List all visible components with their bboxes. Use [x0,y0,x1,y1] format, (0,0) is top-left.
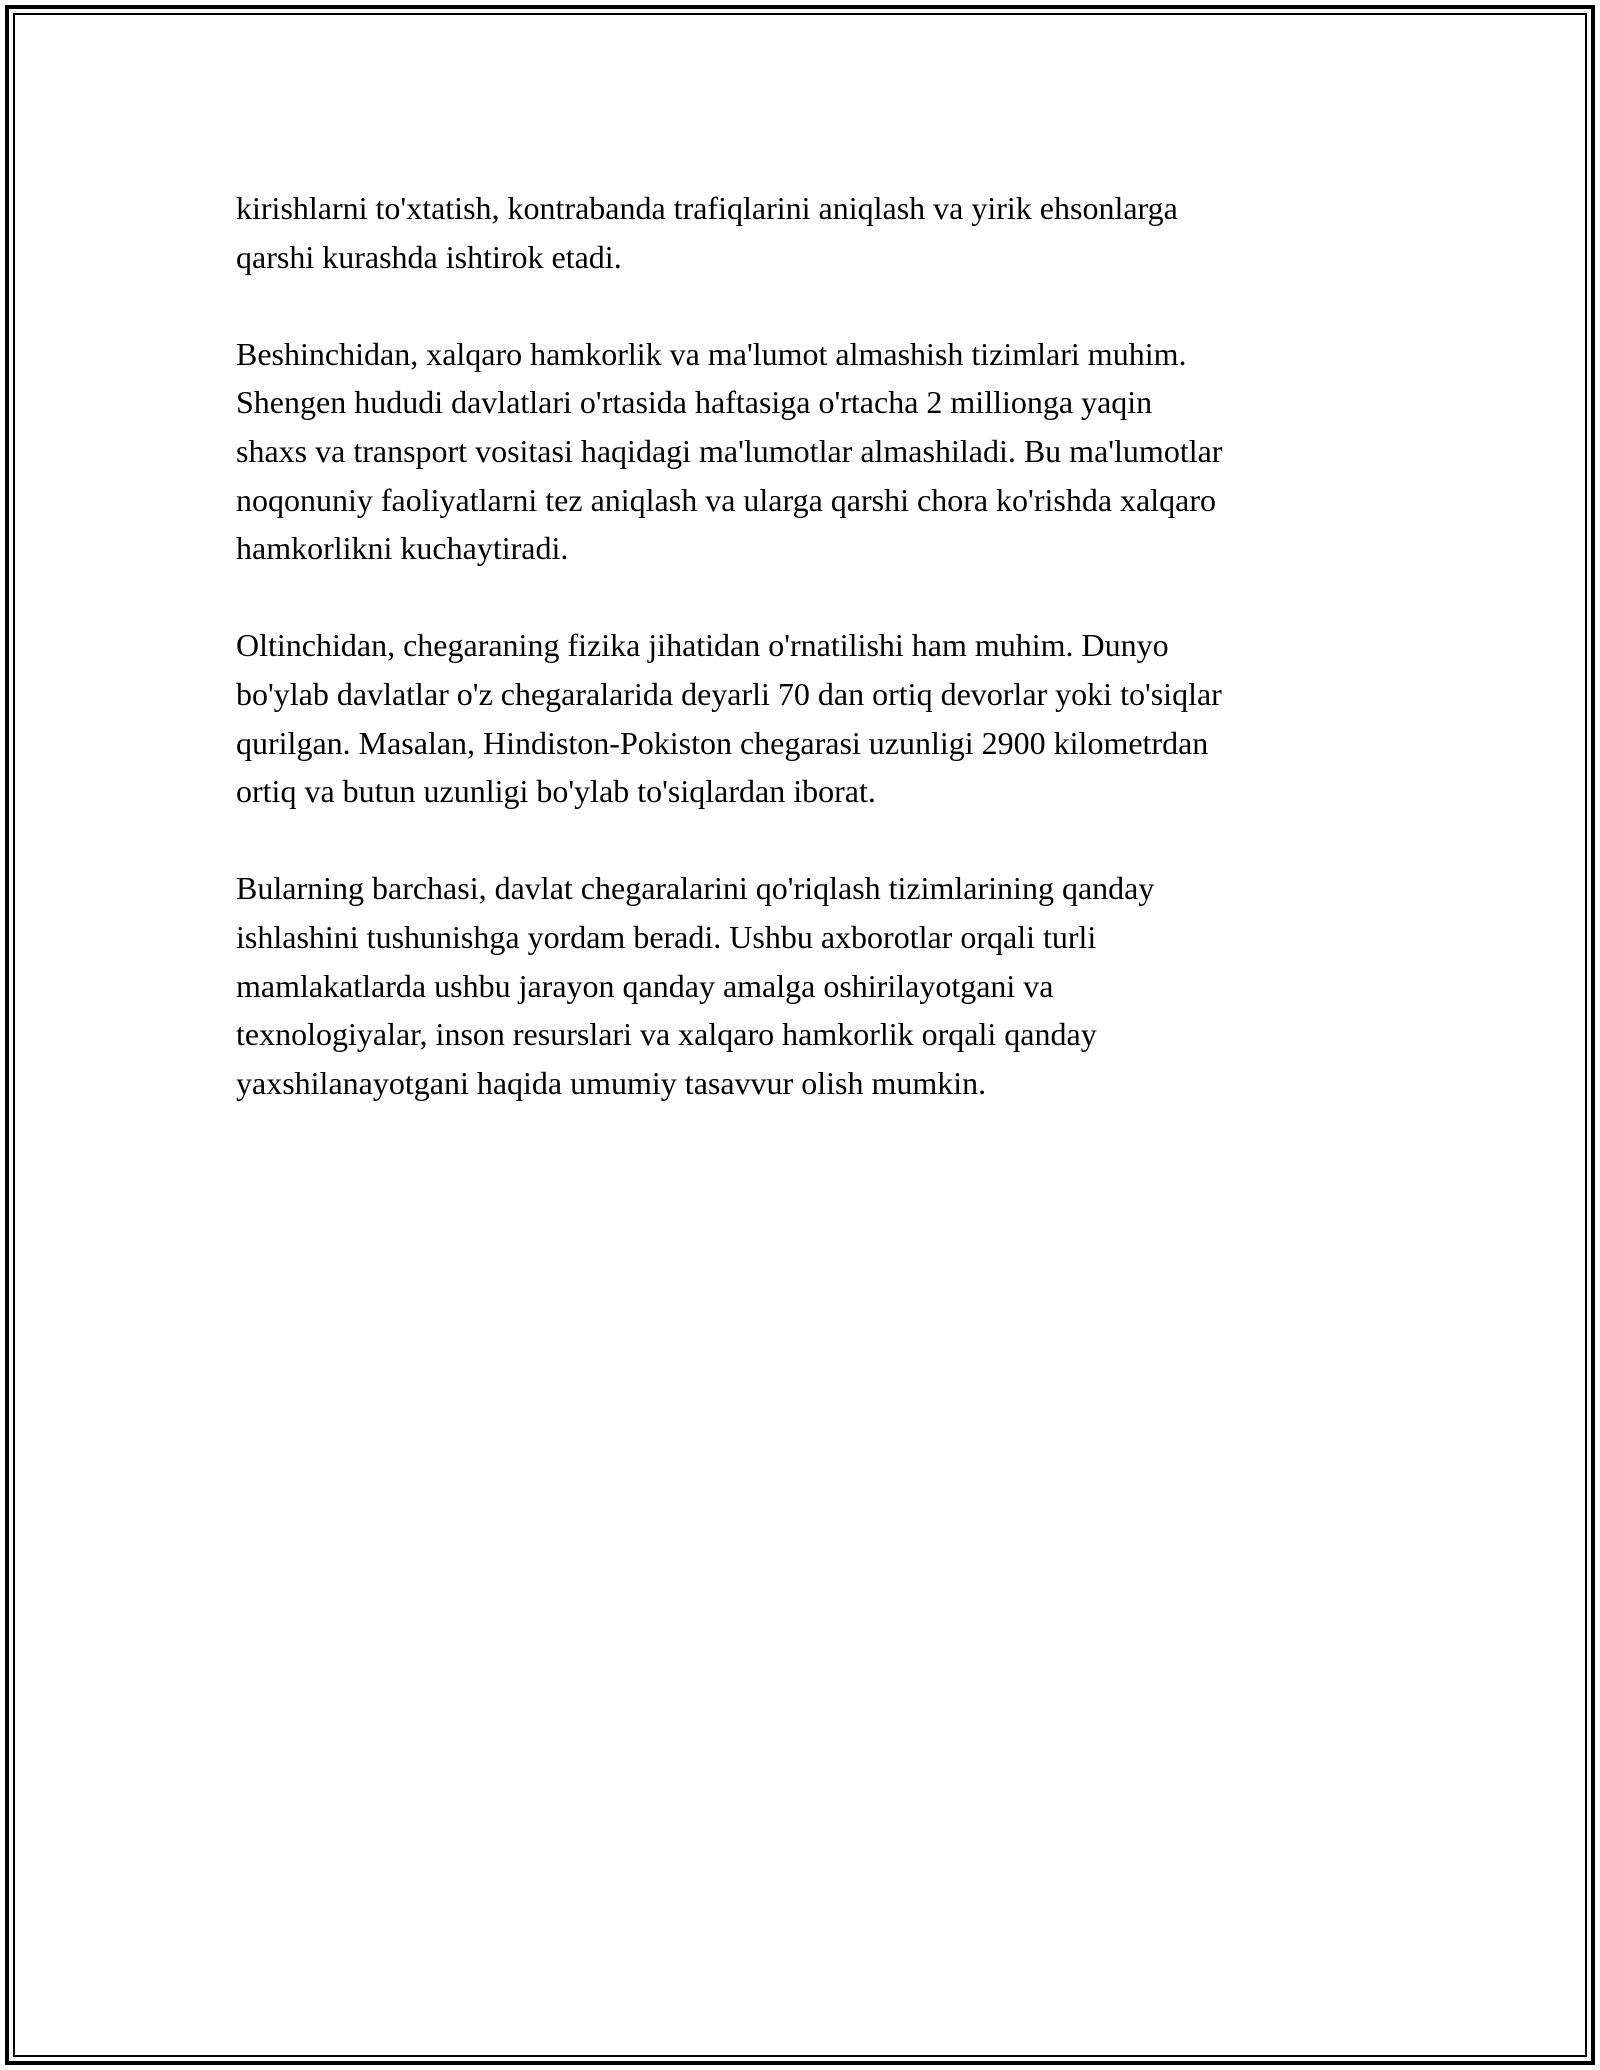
paragraph-1 [236,184,1376,281]
text-line: Beshinchidan, xalqaro hamkorlik va ma'lumot almashish tizimlari muhim. [236,335,1187,372]
paragraph-4 [236,864,1376,1107]
text-line: yaxshilanayotgani haqida umumiy tasavvur olish mumkin. [236,1064,987,1101]
text-line: Shengen hududi davlatlari o'rtasida haftasiga o'rtacha 2 millionga yaqin [236,384,1153,421]
paragraph-2 [236,330,1376,573]
text-line: ortiq va butun uzunligi bo'ylab to'siqlardan iborat. [236,773,876,810]
text-line: qarshi kurashda ishtirok etadi. [236,238,622,275]
text-line: Oltinchidan, chegaraning fizika jihatidan o'rnatilishi ham muhim. Dunyo [236,627,1169,664]
text-line: noqonuniy faoliyatlarni tez aniqlash va ularga qarshi chora ko'rishda xalqaro [236,481,1216,518]
text-line: mamlakatlarda ushbu jarayon qanday amalga oshirilayotgani va [236,967,1054,1004]
text-line: qurilgan. Masalan, Hindiston-Pokiston chegarasi uzunligi 2900 kilometrdan [236,724,1209,761]
document-body [236,184,1376,1156]
paragraph-3 [236,621,1376,815]
text-line: ishlashini tushunishga yordam beradi. Ushbu axborotlar orqali turli [236,918,1097,955]
text-line: texnologiyalar, inson resurslari va xalqaro hamkorlik orqali qanday [236,1016,1097,1053]
text-line: Bularning barchasi, davlat chegaralarini qo'riqlash tizimlarining qanday [236,870,1155,907]
text-line: kirishlarni to'xtatish, kontrabanda trafiqlarini aniqlash va yirik ehsonlarga [236,190,1178,226]
text-line: shaxs va transport vositasi haqidagi ma'lumotlar almashiladi. Bu ma'lumotlar [236,432,1223,469]
text-line: bo'ylab davlatlar o'z chegaralarida deyarli 70 dan ortiq devorlar yoki to'siqlar [236,675,1222,712]
text-line: hamkorlikni kuchaytiradi. [236,530,569,567]
